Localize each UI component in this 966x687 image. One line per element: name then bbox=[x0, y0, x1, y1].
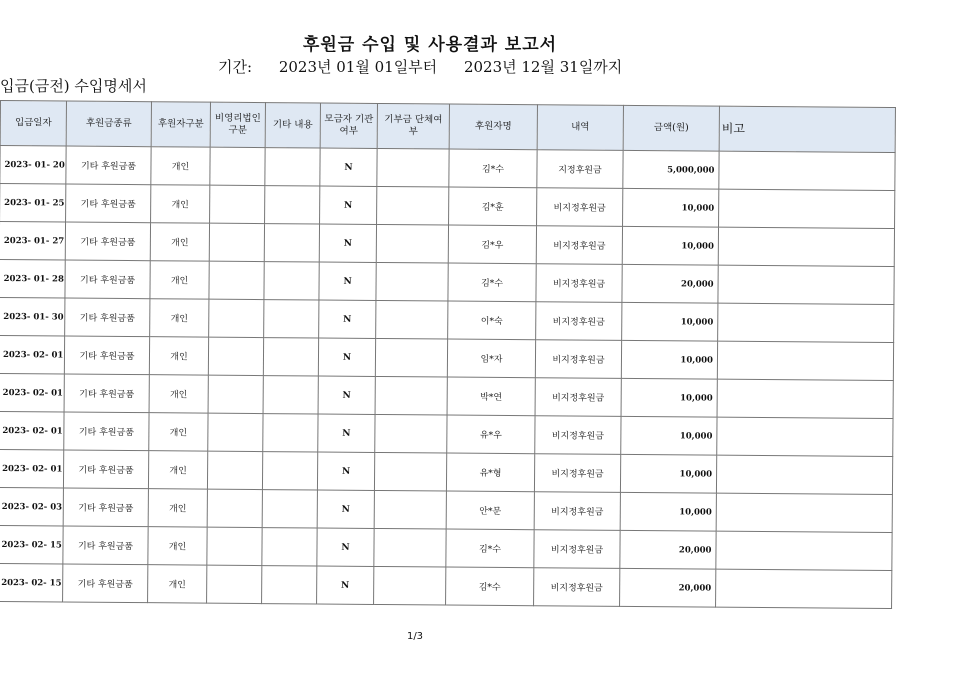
cell-donor-type: 개인 bbox=[149, 375, 208, 413]
cell-agency: N bbox=[317, 452, 374, 490]
cell-note bbox=[716, 493, 892, 532]
cell-amount: 20,000 bbox=[622, 264, 718, 303]
cell-agency: N bbox=[320, 186, 377, 224]
cell-kind: 기타 후원금품 bbox=[66, 184, 151, 223]
cell-etc bbox=[263, 414, 318, 452]
cell-etc bbox=[265, 148, 320, 186]
cell-etc bbox=[262, 566, 317, 604]
header-amount: 금액(원) bbox=[623, 105, 719, 151]
cell-donor-name: 김*수 bbox=[446, 529, 534, 568]
table-row bbox=[0, 563, 892, 608]
header-donation-org: 기부금 단체여부 bbox=[377, 103, 449, 149]
header-note: 비고 bbox=[719, 106, 895, 152]
table-header-row bbox=[0, 101, 895, 153]
period-to: 2023년 12월 31일까지 bbox=[463, 58, 623, 76]
cell-amount: 20,000 bbox=[620, 568, 716, 607]
cell-detail: 비지정후원금 bbox=[535, 378, 621, 417]
cell-donor-name: 김*우 bbox=[448, 225, 536, 264]
cell-note bbox=[717, 341, 893, 380]
cell-agency: N bbox=[318, 376, 375, 414]
cell-kind: 기타 후원금품 bbox=[65, 298, 150, 337]
cell-amount: 10,000 bbox=[622, 226, 718, 265]
cell-agency: N bbox=[317, 528, 374, 566]
cell-date: 2023- 01- 20 bbox=[0, 146, 66, 185]
cell-org bbox=[374, 566, 446, 605]
header-deposit-date: 입금일자 bbox=[0, 101, 66, 147]
cell-amount: 10,000 bbox=[622, 302, 718, 341]
cell-nonprofit bbox=[208, 375, 263, 413]
header-donation-kind: 후원금종류 bbox=[66, 101, 151, 147]
cell-note bbox=[717, 417, 893, 456]
cell-donor-type: 개인 bbox=[150, 299, 209, 337]
cell-amount: 10,000 bbox=[620, 454, 716, 493]
cell-agency: N bbox=[319, 224, 376, 262]
cell-nonprofit bbox=[207, 527, 262, 565]
cell-etc bbox=[263, 338, 318, 376]
cell-donor-type: 개인 bbox=[148, 565, 207, 603]
cell-date: 2023- 01- 27 bbox=[0, 222, 66, 261]
cell-donor-type: 개인 bbox=[151, 185, 210, 223]
cell-donor-name: 유*형 bbox=[446, 453, 534, 492]
cell-detail: 비지정후원금 bbox=[535, 416, 621, 455]
cell-donor-name: 안*문 bbox=[446, 491, 534, 530]
cell-note bbox=[716, 455, 892, 494]
report-period bbox=[218, 56, 644, 77]
cell-amount: 10,000 bbox=[621, 378, 717, 417]
cell-date: 2023- 01- 30 bbox=[0, 297, 65, 336]
cell-nonprofit bbox=[209, 223, 264, 261]
cell-note bbox=[719, 189, 895, 228]
header-donor-type: 후원자구분 bbox=[151, 102, 210, 147]
cell-kind: 기타 후원금품 bbox=[66, 146, 151, 185]
cell-etc bbox=[262, 452, 317, 490]
period-from: 2023년 01월 01일부터 bbox=[278, 58, 438, 76]
cell-donor-name: 임*자 bbox=[447, 339, 535, 378]
cell-donor-name: 김*수 bbox=[448, 263, 536, 302]
cell-donor-type: 개인 bbox=[148, 527, 207, 565]
cell-org bbox=[376, 262, 448, 301]
section-title: 입금(금전) 수입명세서 bbox=[0, 77, 147, 95]
cell-kind: 기타 후원금품 bbox=[65, 222, 150, 261]
cell-agency: N bbox=[319, 300, 376, 338]
cell-note bbox=[719, 151, 895, 190]
period-label: 기간: bbox=[218, 58, 253, 76]
cell-donor-type: 개인 bbox=[151, 147, 210, 185]
cell-amount: 10,000 bbox=[621, 340, 717, 379]
cell-org bbox=[375, 338, 447, 377]
cell-org bbox=[374, 452, 446, 491]
cell-detail: 비지정후원금 bbox=[535, 340, 621, 379]
cell-org bbox=[377, 186, 449, 225]
cell-org bbox=[376, 224, 448, 263]
cell-detail: 비지정후원금 bbox=[536, 226, 622, 265]
cell-org bbox=[374, 528, 446, 567]
cell-kind: 기타 후원금품 bbox=[63, 450, 148, 489]
cell-date: 2023- 02- 15 bbox=[0, 525, 63, 564]
cell-date: 2023- 02- 01 bbox=[0, 411, 64, 450]
cell-agency: N bbox=[318, 338, 375, 376]
cell-etc bbox=[264, 262, 319, 300]
cell-detail: 비지정후원금 bbox=[537, 188, 623, 227]
header-nonprofit-type: 비영리법인구분 bbox=[210, 102, 265, 147]
cell-date: 2023- 01- 25 bbox=[0, 184, 66, 223]
cell-agency: N bbox=[320, 148, 377, 186]
cell-nonprofit bbox=[209, 261, 264, 299]
cell-note bbox=[716, 569, 892, 608]
cell-donor-type: 개인 bbox=[149, 413, 208, 451]
cell-donor-name: 김*훈 bbox=[449, 187, 537, 226]
cell-org bbox=[374, 490, 446, 529]
cell-note bbox=[718, 303, 894, 342]
cell-org bbox=[375, 414, 447, 453]
cell-org bbox=[375, 376, 447, 415]
cell-kind: 기타 후원금품 bbox=[63, 488, 148, 527]
cell-detail: 비지정후원금 bbox=[534, 530, 620, 569]
header-etc: 기타 내용 bbox=[265, 103, 320, 148]
cell-agency: N bbox=[317, 566, 374, 604]
page-number: 1/3 bbox=[406, 631, 424, 642]
cell-donor-type: 개인 bbox=[149, 337, 208, 375]
cell-donor-name: 이*숙 bbox=[448, 301, 536, 340]
cell-donor-type: 개인 bbox=[150, 223, 209, 261]
cell-detail: 지정후원금 bbox=[537, 150, 623, 189]
cell-nonprofit bbox=[207, 451, 262, 489]
cell-date: 2023- 01- 28 bbox=[0, 259, 65, 298]
cell-detail: 비지정후원금 bbox=[534, 568, 620, 607]
cell-nonprofit bbox=[210, 147, 265, 185]
cell-kind: 기타 후원금품 bbox=[64, 374, 149, 413]
cell-detail: 비지정후원금 bbox=[536, 264, 622, 303]
cell-amount: 10,000 bbox=[620, 492, 716, 531]
cell-kind: 기타 후원금품 bbox=[64, 412, 149, 451]
cell-etc bbox=[265, 186, 320, 224]
cell-detail: 비지정후원금 bbox=[534, 454, 620, 493]
cell-org bbox=[377, 148, 449, 187]
cell-nonprofit bbox=[207, 565, 262, 603]
cell-donor-name: 김*수 bbox=[449, 149, 537, 188]
cell-note bbox=[716, 531, 892, 570]
header-fundraising-agency: 모금자 기관여부 bbox=[320, 103, 377, 148]
cell-agency: N bbox=[318, 414, 375, 452]
cell-nonprofit bbox=[207, 489, 262, 527]
cell-date: 2023- 02- 01 bbox=[0, 335, 65, 374]
cell-etc bbox=[264, 224, 319, 262]
cell-detail: 비지정후원금 bbox=[534, 492, 620, 531]
report-title: 후원금 수입 및 사용결과 보고서 bbox=[302, 35, 558, 55]
cell-donor-name: 김*수 bbox=[446, 567, 534, 606]
cell-donor-type: 개인 bbox=[148, 489, 207, 527]
cell-agency: N bbox=[317, 490, 374, 528]
cell-kind: 기타 후원금품 bbox=[63, 526, 148, 565]
cell-kind: 기타 후원금품 bbox=[63, 564, 148, 603]
cell-etc bbox=[262, 528, 317, 566]
header-donor-name: 후원자명 bbox=[449, 104, 537, 150]
cell-detail: 비지정후원금 bbox=[536, 302, 622, 341]
cell-date: 2023- 02- 03 bbox=[0, 487, 63, 526]
cell-nonprofit bbox=[209, 299, 264, 337]
cell-amount: 10,000 bbox=[623, 188, 719, 227]
cell-donor-name: 유*우 bbox=[447, 415, 535, 454]
cell-donor-type: 개인 bbox=[150, 261, 209, 299]
cell-etc bbox=[263, 376, 318, 414]
cell-date: 2023- 02- 15 bbox=[0, 563, 63, 602]
cell-amount: 5,000,000 bbox=[623, 150, 719, 189]
cell-note bbox=[718, 227, 894, 266]
cell-note bbox=[718, 265, 894, 304]
header-detail: 내역 bbox=[537, 105, 623, 151]
income-table bbox=[0, 100, 896, 609]
cell-kind: 기타 후원금품 bbox=[64, 336, 149, 375]
cell-etc bbox=[264, 300, 319, 338]
cell-date: 2023- 02- 01 bbox=[0, 449, 64, 488]
cell-kind: 기타 후원금품 bbox=[65, 260, 150, 299]
cell-etc bbox=[262, 490, 317, 528]
cell-donor-name: 박*연 bbox=[447, 377, 535, 416]
cell-nonprofit bbox=[208, 413, 263, 451]
cell-amount: 10,000 bbox=[621, 416, 717, 455]
cell-agency: N bbox=[319, 262, 376, 300]
cell-nonprofit bbox=[208, 337, 263, 375]
cell-date: 2023- 02- 01 bbox=[0, 373, 64, 412]
cell-donor-type: 개인 bbox=[148, 451, 207, 489]
cell-note bbox=[717, 379, 893, 418]
cell-amount: 20,000 bbox=[620, 530, 716, 569]
cell-nonprofit bbox=[210, 185, 265, 223]
cell-org bbox=[376, 300, 448, 339]
